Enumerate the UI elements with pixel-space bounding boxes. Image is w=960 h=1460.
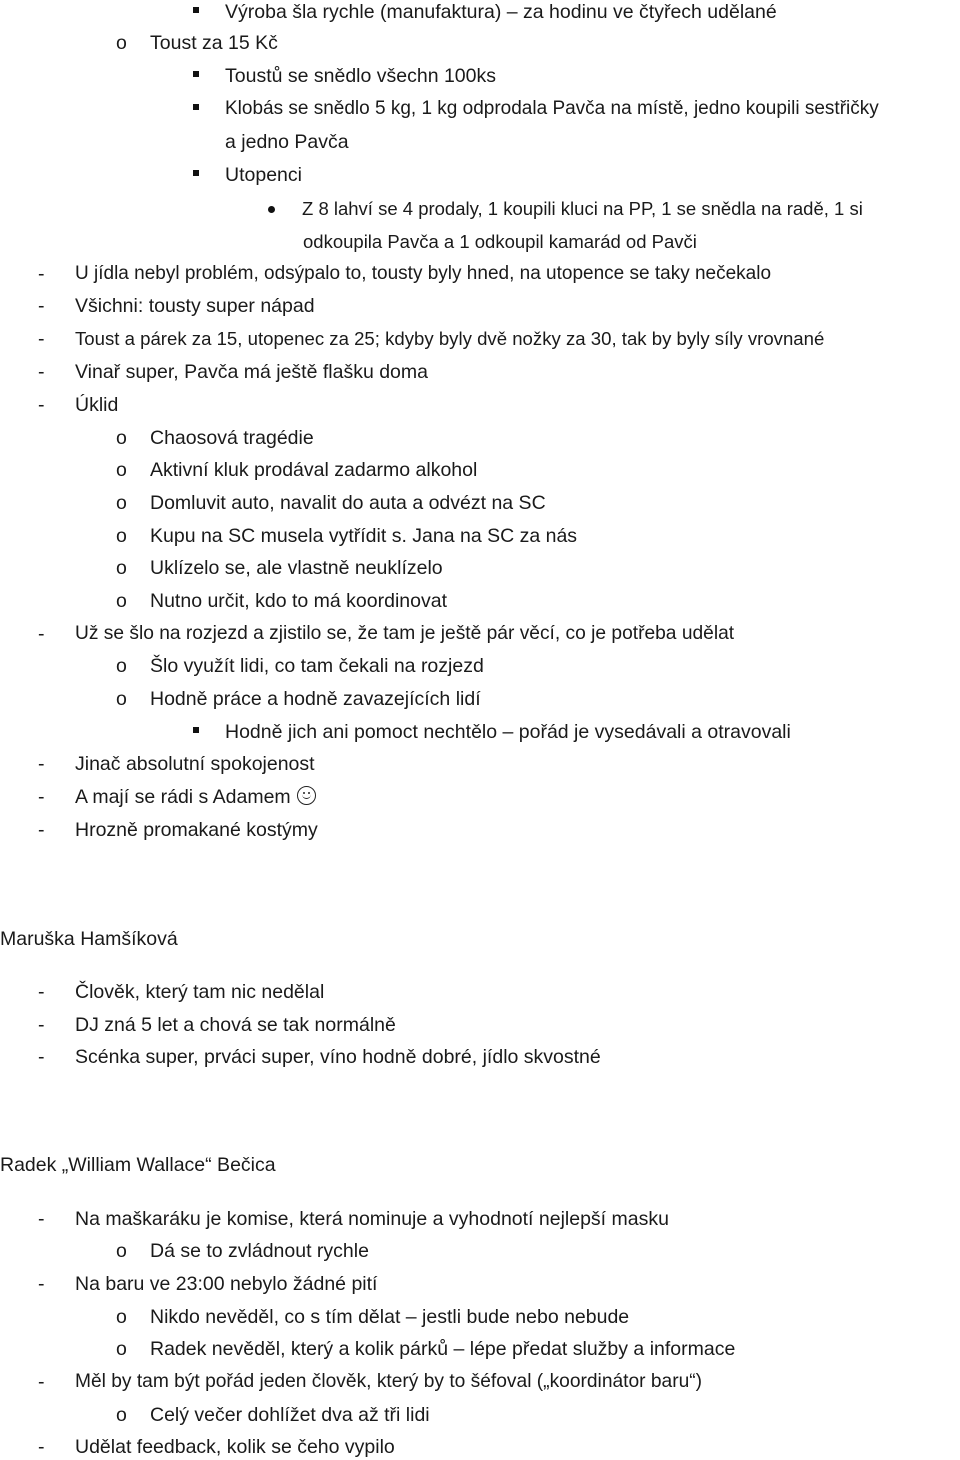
square-bullet-icon: [193, 104, 199, 110]
square-bullet-icon: [193, 71, 199, 77]
square-bullet-icon: [193, 170, 199, 176]
square-bullet-icon: [193, 727, 199, 733]
circle-bullet: o: [116, 32, 127, 54]
smiley-face-icon: [297, 786, 316, 805]
document-page: Výroba šla rychle (manufaktura) – za hodinu ve čtyřech udělané o Toust za 15 Kč Toustů se snědlo všechn 100ks Klobás se snědlo 5 kg, 1 kg odprodala Pavča na místě, jedno koupili sestřičky a jedno Pavča Utopenci Z 8 lahví se 4 prodaly, 1 koupili kluci na PP, 1 se snědla na radě, 1 si odkoupila Pavča a 1 odkoupil kamarád od Pavči - U jídla nebyl problém, odsýpalo to, tousty byly hned, na utopence se taky nečekalo - Všichni: tousty super nápad - Toust a párek za 15, utopenec za 25; kdyby byly dvě nožky za 30, tak by byly síly vrovnané - Vinař super, Pavča má ještě flašku doma - Úklid o Chaosová tragédie o Aktivní kluk prodával zadarmo alkohol o Domluvit auto, navalit do auta a odvézt na SC o Kupu na SC musela vytřídit s. Jana na SC za nás o Uklízelo se, ale vlastně neuklízelo o Nutno určit, kdo to má koordinovat - Už se šlo na rozjezd a zjistilo se, že tam je ještě pár věcí, co je potřeba udělat o Šlo využít lidi, co tam čekali na rozjezd o Hodně práce a hodně zavazejících lidí Hodně jich ani pomoct nechtělo – pořád je vysedávali a otravovali - Jinač absolutní spokojenost - A mají se rádi s Adamem - Hrozně promakané kostýmy Maruška Hamšíková - Člověk, který tam nic nedělal - DJ zná 5 let a chová se tak normálně - Scénka super, prváci super, víno hodně dobré, jídlo skvostné Radek „William Wallace“ Bečica - Na maškaráku je komise, která nominuje a vyhodnotí nejlepší masku o Dá se to zvládnout rychle - Na baru ve 23:00 nebylo žádné pití o Nikdo nevěděl, co s tím dělat – jestli bude nebo nebude o Radek nevěděl, který a kolik párků – lépe předat služby a informace - Měl by tam být pořád jeden člověk, který by to šéfoval („koordinátor baru“) o Celý večer dohlížet dva až tři lidi - Udělat feedback, kolik se čeho vypilo: [0, 1, 879, 1458]
round-bullet-icon: [268, 206, 275, 213]
square-bullet-icon: [193, 7, 199, 13]
